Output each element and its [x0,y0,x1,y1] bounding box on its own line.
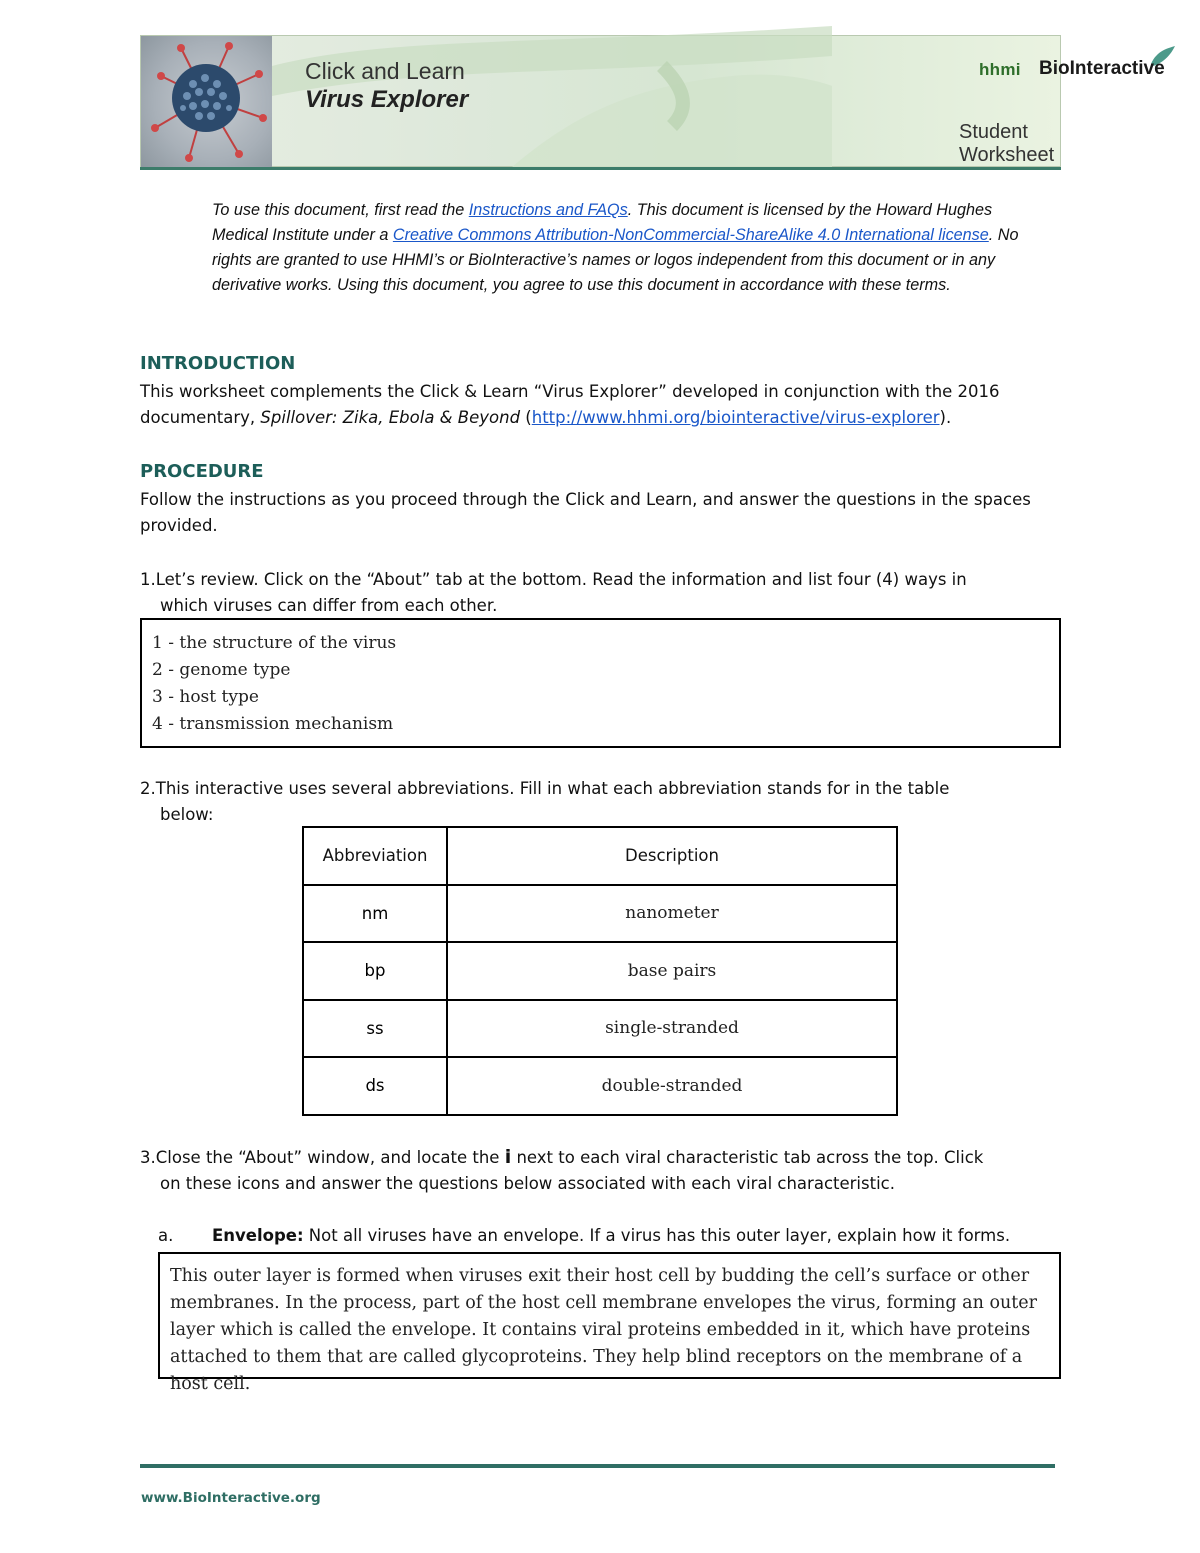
virus-explorer-link[interactable]: http://www.hhmi.org/biointeractive/virus-explorer [531,408,940,427]
hhmi-logo-text: hhmi [979,60,1021,79]
biointeractive-logo-text: BioInteractive [1039,58,1165,79]
q1-line-2: which viruses can differ from each other. [160,596,498,615]
table-cell[interactable]: double-stranded [447,1057,897,1115]
q3a-term: Envelope: [212,1226,304,1245]
table-cell: nm [303,885,447,943]
table-row [303,1057,897,1115]
q2-number: 2. [140,779,156,798]
info-icon: i [504,1146,512,1168]
banner-underline [140,167,1061,170]
q3a-question: Not all viruses have an envelope. If a virus has this outer layer, explain how it forms. [303,1226,1011,1245]
introduction-heading: INTRODUCTION [140,353,296,374]
abbreviation-table [302,826,898,1116]
header-banner [140,35,1165,167]
q3-line-2: on these icons and answer the questions below associated with each viral characteristic. [160,1174,895,1193]
q1-answer-item: 1 - the structure of the virus [152,633,397,653]
table-row [303,942,897,1000]
intro-text-3: ). [939,408,952,427]
table-cell: bp [303,942,447,1000]
license-paragraph [212,198,1042,298]
film-title: Spillover: Zika, Ebola & Beyond [260,408,521,427]
q2-line-1: This interactive uses several abbreviations. Fill in what each abbreviation stands for in the table [155,779,950,798]
envelope-answer-box[interactable]: This outer layer is formed when viruses exit their host cell by budding the cell’s surface or other membranes. In the process, part of the host cell membrane envelopes the virus, forming an outer layer which is called the envelope. It contains viral proteins embedded in it, which have proteins attached to them that are called glycoproteins. They help blind receptors on the membrane of a host cell. [158,1252,1061,1379]
table-cell: ss [303,1000,447,1058]
banner-title-line1: Click and Learn [305,58,465,84]
license-text-3: . No rights are granted to use HHMI’s or BioInteractive’s names or logos independent from this document or in any derivative works. Using this document, you agree to use this document in accordance with these terms. [212,226,1019,294]
procedure-text: Follow the instructions as you proceed through the Click and Learn, and answer the questions in the spaces provided. [140,490,1031,535]
intro-text-2: ( [520,408,532,427]
table-cell[interactable]: base pairs [447,942,897,1000]
banner-title-line2: Virus Explorer [305,86,469,113]
q1-answer-item: 3 - host type [152,687,259,707]
q3-line-1b: next to each viral characteristic tab across the top. Click [511,1148,984,1167]
q1-number: 1. [140,570,156,589]
license-text-2: . This document is licensed by the Howard Hughes Medical Institute under a [212,201,993,244]
cc-license-link[interactable]: Creative Commons Attribution-NonCommercial-ShareAlike 4.0 International license [392,226,989,244]
instructions-faqs-link[interactable]: Instructions and FAQs [468,201,628,219]
table-row [303,885,897,943]
license-text-1: To use this document, first read the [212,201,469,219]
q3a-label: a. [158,1226,174,1245]
q1-answer-item: 4 - transmission mechanism [152,714,394,734]
q3-line-1a: Close the “About” window, and locate the [155,1148,505,1167]
table-cell[interactable]: single-stranded [447,1000,897,1058]
doc-type-label: Student Worksheet [959,121,1055,166]
q2-line-2: below: [160,805,214,824]
introduction-text [140,379,1070,431]
footer-rule [140,1464,1055,1468]
q1-line-1: Let’s review. Click on the “About” tab at the bottom. Read the information and list four (4) ways in [155,570,967,589]
table-row [303,1000,897,1058]
question-3 [140,1144,1070,1197]
table-header-cell: Description [447,827,897,885]
question-3a [158,1223,1068,1249]
virus-image [141,36,272,167]
footer-url: www.BioInteractive.org [141,1490,321,1506]
question-1 [140,567,1070,619]
q1-answer-item: 2 - genome type [152,660,291,680]
table-cell: ds [303,1057,447,1115]
procedure-heading: PROCEDURE [140,461,264,482]
table-header-cell: Abbreviation [303,827,447,885]
intro-text-1: This worksheet complements the Click & Learn “Virus Explorer” developed in conjunction with the 2016 documentary, [140,382,1000,427]
q1-answer-box[interactable] [140,618,1061,748]
table-cell[interactable]: nanometer [447,885,897,943]
question-2 [140,776,1070,828]
q3-number: 3. [140,1148,156,1167]
table-header-row [303,827,897,885]
